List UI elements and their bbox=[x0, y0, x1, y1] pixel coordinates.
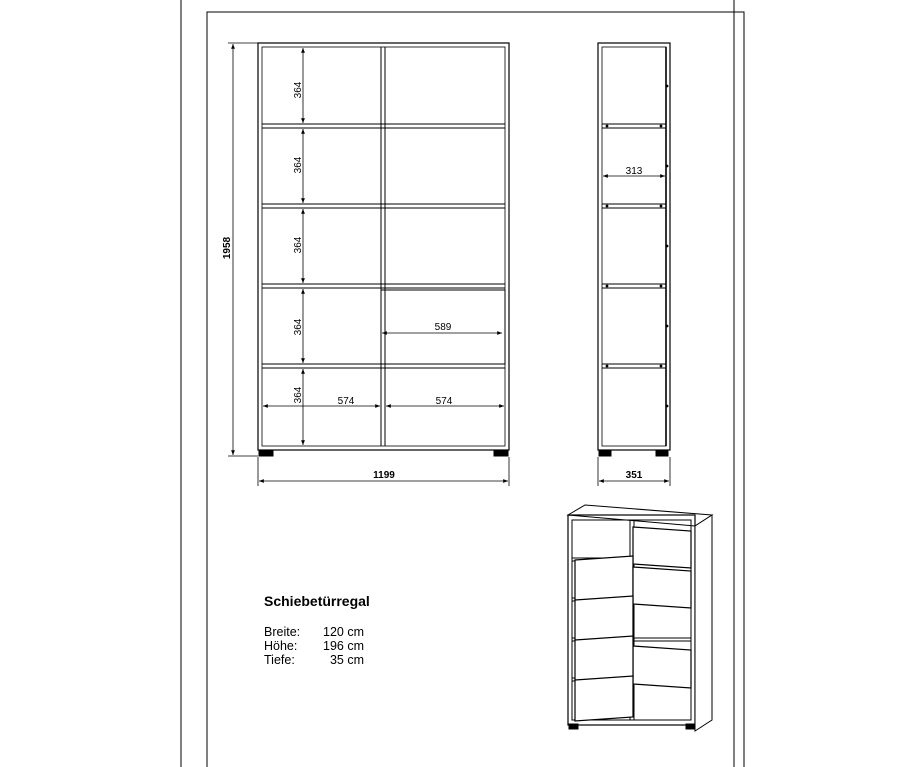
shelf-height-3: 364 bbox=[293, 236, 304, 254]
spec-label: Breite: bbox=[264, 625, 301, 639]
spec-row-depth bbox=[264, 653, 364, 667]
isometric-sketch bbox=[568, 505, 712, 731]
side-view bbox=[598, 43, 670, 456]
spec-value: 35 cm bbox=[329, 653, 364, 667]
side-cabinet-outline bbox=[598, 43, 670, 450]
door-width-label: 589 bbox=[434, 322, 452, 333]
spec-row-width bbox=[264, 625, 364, 639]
total-depth-label: 351 bbox=[625, 470, 643, 481]
compartment-width-left: 574 bbox=[337, 396, 355, 407]
shelf-height-5: 364 bbox=[293, 386, 304, 404]
spec-value: 196 cm bbox=[323, 639, 364, 653]
right-foot bbox=[494, 450, 508, 456]
depth-dimension-lines bbox=[598, 176, 670, 486]
product-title: Schiebetürregal bbox=[264, 593, 370, 609]
spec-row-height bbox=[264, 639, 364, 653]
compartment-width-right: 574 bbox=[435, 396, 453, 407]
total-width-label: 1199 bbox=[373, 470, 395, 481]
spec-label: Höhe: bbox=[264, 639, 298, 653]
inner-depth-label: 313 bbox=[625, 166, 643, 177]
total-height-label: 1958 bbox=[222, 236, 233, 260]
spec-value: 120 cm bbox=[323, 625, 364, 639]
shelf-height-4: 364 bbox=[293, 318, 304, 336]
left-foot bbox=[259, 450, 273, 456]
shelf-height-2: 364 bbox=[293, 156, 304, 174]
side-hardware-dots bbox=[606, 85, 669, 408]
spec-table bbox=[264, 625, 364, 667]
spec-label: Tiefe: bbox=[264, 653, 295, 667]
shelf-height-1: 364 bbox=[293, 81, 304, 99]
